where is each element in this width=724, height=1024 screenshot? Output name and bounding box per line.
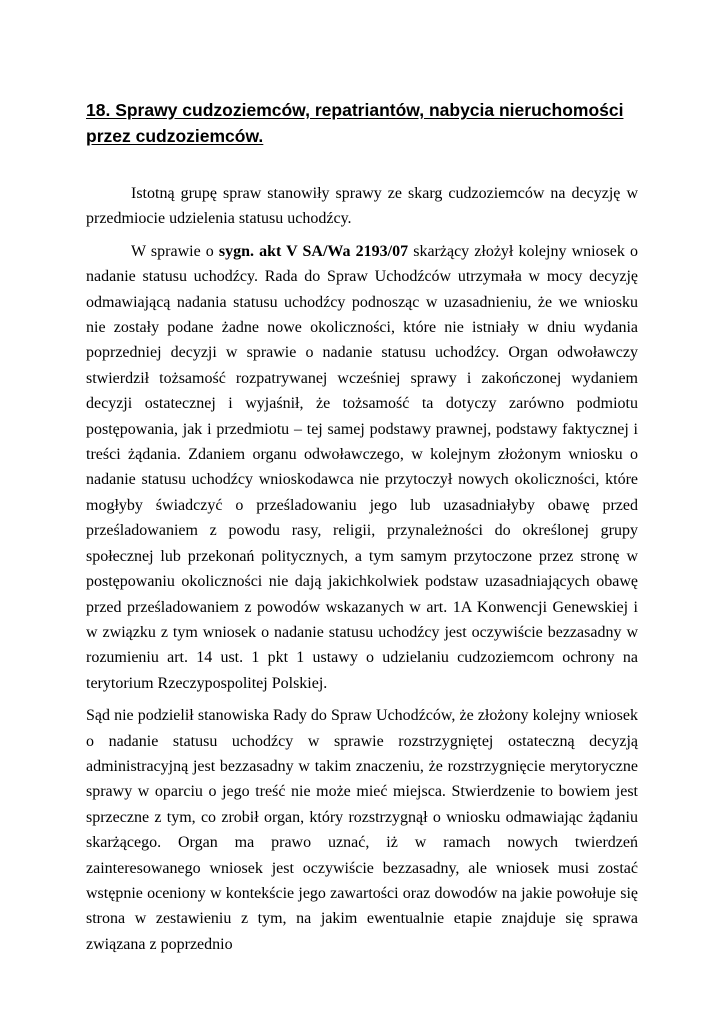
section-heading: [86, 97, 646, 149]
paragraph-case: [86, 239, 638, 696]
section-heading-line-2: przez cudzoziemców.: [86, 126, 264, 146]
paragraph-case-text: skarżący złożył kolejny wniosek o nadanie statusu uchodźcy. Rada do Spraw Uchodźców utrzymała w mocy decyzję odmawiającą nadania statusu uchodźcy podnosząc w uzasadnieniu, że we wniosku nie zostały podane żadne nowe okoliczności, które nie istniały w dniu wydania poprzedniej decyzji w sprawie o nadanie statusu uchodźcy. Organ odwoławczy stwierdził tożsamość rozpatrywanej wcześniej sprawy i zakończonej wydaniem decyzji ostatecznej i wyjaśnił, że tożsamość ta dotyczy zarówno podmiotu postępowania, jak i przedmiotu – tej samej podstawy prawnej, podstawy faktycznej i treści żądania. Zdaniem organu odwoławczego, w kolejnym złożonym wniosku o nadanie statusu uchodźcy wnioskodawca nie przytoczył nowych okoliczności, które mogłyby świadczyć o prześladowaniu jego lub uzasadniałyby obawę przed prześladowaniem z powodu rasy, religii, przynależności do określonej grupy społecznej lub przekonań politycznych, a tym samym przytoczone przez stronę w postępowaniu okoliczności nie dają jakichkolwiek podstaw uzasadniających obawę przed prześladowaniem z powodów wskazanych w art. 1A Konwencji Genewskiej i w związku z tym wniosek o nadanie statusu uchodźcy jest oczywiście bezzasadny w rozumieniu art. 14 ust. 1 pkt 1 ustawy o udzielaniu cudzoziemcom ochrony na terytorium Rzeczypospolitej Polskiej.: [86, 242, 639, 692]
paragraph-court-opinion: Sąd nie podzielił stanowiska Rady do Spraw Uchodźców, że złożony kolejny wniosek o nadanie statusu uchodźcy w sprawie rozstrzygniętej ostateczną decyzją administracyjną jest bezzasadny w takim znaczeniu, że rozstrzygnięcie merytoryczne sprawy w oparciu o jego treść nie może mieć miejsca. Stwierdzenie to bowiem jest sprzeczne z tym, co zrobił organ, który rozstrzygnął o wniosku odmawiając żądaniu skarżącego. Organ ma prawo uznać, iż w ramach nowych twierdzeń zainteresowanego wniosek jest oczywiście bezzasadny, ale wniosek musi zostać wstępnie oceniony w kontekście jego zawartości oraz dowodów na jakie powołuje się strona w zestawieniu z tym, na jakim ewentualnie etapie znajduje się sprawa związana z poprzednio: [86, 707, 638, 953]
document-body: [86, 181, 638, 957]
paragraph-intro: Istotną grupę spraw stanowiły sprawy ze skarg cudzoziemców na decyzję w przedmiocie udzielenia statusu uchodźcy.: [86, 185, 638, 228]
section-heading-line-1: 18. Sprawy cudzoziemców, repatriantów, nabycia nieruchomości: [86, 100, 624, 120]
paragraph-case-lead: W sprawie o: [131, 242, 219, 260]
case-reference: sygn. akt V SA/Wa 2193/07: [218, 242, 409, 260]
